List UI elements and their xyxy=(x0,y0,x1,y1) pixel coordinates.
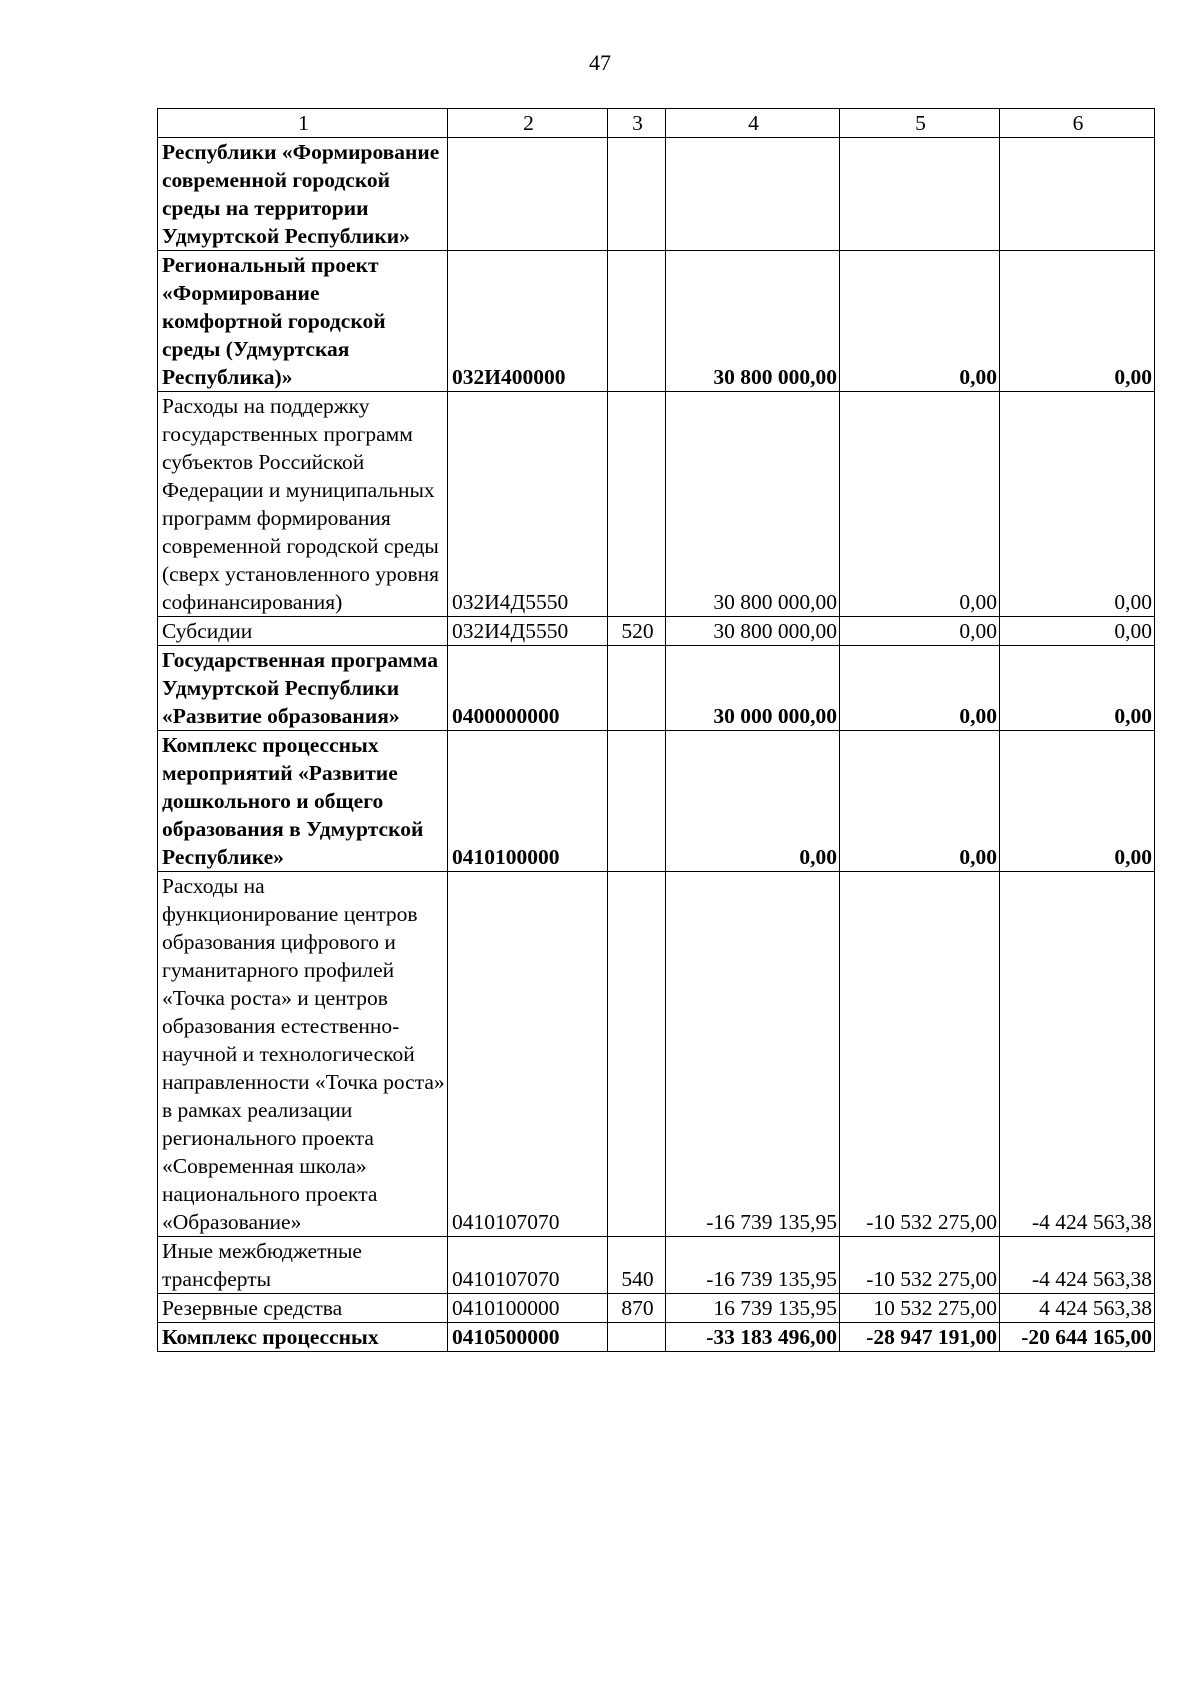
row-type xyxy=(608,646,666,731)
row-name: Расходы на поддержку государственных программ субъектов Российской Федерации и муниципальных программ формирования современной городской среды (сверх установленного уровня софинансирования) xyxy=(158,392,448,617)
row-type xyxy=(608,1323,666,1352)
table-row xyxy=(158,138,1155,251)
row-name: Расходы на функционирование центров образования цифрового и гуманитарного профилей «Точка роста» и центров образования естественно-научной и технологической направленности «Точка роста» в рамках реализации регионального проекта «Современная школа» национального проекта «Образование» xyxy=(158,872,448,1237)
row-value-4: 30 800 000,00 xyxy=(666,392,840,617)
row-code: 032И4Д5550 xyxy=(448,392,608,617)
row-value-5: 0,00 xyxy=(840,617,1000,646)
row-value-5: 0,00 xyxy=(840,392,1000,617)
table-header-row xyxy=(158,109,1155,138)
row-code: 0400000000 xyxy=(448,646,608,731)
row-value-5: 0,00 xyxy=(840,731,1000,872)
row-type: 870 xyxy=(608,1294,666,1323)
row-value-6: 0,00 xyxy=(1000,731,1155,872)
row-value-6: 0,00 xyxy=(1000,251,1155,392)
row-value-5: -10 532 275,00 xyxy=(840,872,1000,1237)
row-name: Региональный проект «Формирование комфортной городской среды (Удмуртская Республика)» xyxy=(158,251,448,392)
row-type: 520 xyxy=(608,617,666,646)
row-code: 0410100000 xyxy=(448,1294,608,1323)
budget-table xyxy=(157,108,1155,1352)
row-value-4: 30 000 000,00 xyxy=(666,646,840,731)
row-value-6: -4 424 563,38 xyxy=(1000,1237,1155,1294)
row-type xyxy=(608,731,666,872)
row-code: 0410107070 xyxy=(448,872,608,1237)
row-type xyxy=(608,392,666,617)
row-name: Комплекс процессных xyxy=(158,1323,448,1352)
row-value-6: 0,00 xyxy=(1000,392,1155,617)
row-value-5 xyxy=(840,138,1000,251)
row-value-4: 30 800 000,00 xyxy=(666,251,840,392)
row-value-4: 16 739 135,95 xyxy=(666,1294,840,1323)
row-value-4: -33 183 496,00 xyxy=(666,1323,840,1352)
row-value-4: 30 800 000,00 xyxy=(666,617,840,646)
column-header: 6 xyxy=(1000,109,1155,138)
column-header: 5 xyxy=(840,109,1000,138)
table-row xyxy=(158,872,1155,1237)
row-value-4: -16 739 135,95 xyxy=(666,872,840,1237)
row-value-6: 4 424 563,38 xyxy=(1000,1294,1155,1323)
row-value-4: 0,00 xyxy=(666,731,840,872)
row-value-6: 0,00 xyxy=(1000,646,1155,731)
row-name: Комплекс процессных мероприятий «Развитие дошкольного и общего образования в Удмуртской Республике» xyxy=(158,731,448,872)
row-value-6 xyxy=(1000,138,1155,251)
row-value-6: 0,00 xyxy=(1000,617,1155,646)
column-header: 4 xyxy=(666,109,840,138)
row-code: 0410100000 xyxy=(448,731,608,872)
row-code: 0410500000 xyxy=(448,1323,608,1352)
table-row xyxy=(158,251,1155,392)
row-name: Иные межбюджетные трансферты xyxy=(158,1237,448,1294)
row-value-5: -10 532 275,00 xyxy=(840,1237,1000,1294)
table-row xyxy=(158,1237,1155,1294)
page-number: 47 xyxy=(589,50,611,75)
row-value-6: -20 644 165,00 xyxy=(1000,1323,1155,1352)
row-value-4 xyxy=(666,138,840,251)
table-row xyxy=(158,1323,1155,1352)
row-type xyxy=(608,872,666,1237)
table-row xyxy=(158,731,1155,872)
row-name: Субсидии xyxy=(158,617,448,646)
row-name: Республики «Формирование современной городской среды на территории Удмуртской Республики» xyxy=(158,138,448,251)
table-row xyxy=(158,617,1155,646)
column-header: 2 xyxy=(448,109,608,138)
table-row xyxy=(158,1294,1155,1323)
row-type xyxy=(608,251,666,392)
row-value-5: 10 532 275,00 xyxy=(840,1294,1000,1323)
row-value-5: -28 947 191,00 xyxy=(840,1323,1000,1352)
row-value-5: 0,00 xyxy=(840,251,1000,392)
row-code: 032И400000 xyxy=(448,251,608,392)
row-code: 032И4Д5550 xyxy=(448,617,608,646)
table-row xyxy=(158,392,1155,617)
row-name: Государственная программа Удмуртской Республики «Развитие образования» xyxy=(158,646,448,731)
row-value-5: 0,00 xyxy=(840,646,1000,731)
row-type: 540 xyxy=(608,1237,666,1294)
row-value-4: -16 739 135,95 xyxy=(666,1237,840,1294)
column-header: 1 xyxy=(158,109,448,138)
row-type xyxy=(608,138,666,251)
table-row xyxy=(158,646,1155,731)
row-value-6: -4 424 563,38 xyxy=(1000,872,1155,1237)
column-header: 3 xyxy=(608,109,666,138)
row-code: 0410107070 xyxy=(448,1237,608,1294)
row-name: Резервные средства xyxy=(158,1294,448,1323)
row-code xyxy=(448,138,608,251)
